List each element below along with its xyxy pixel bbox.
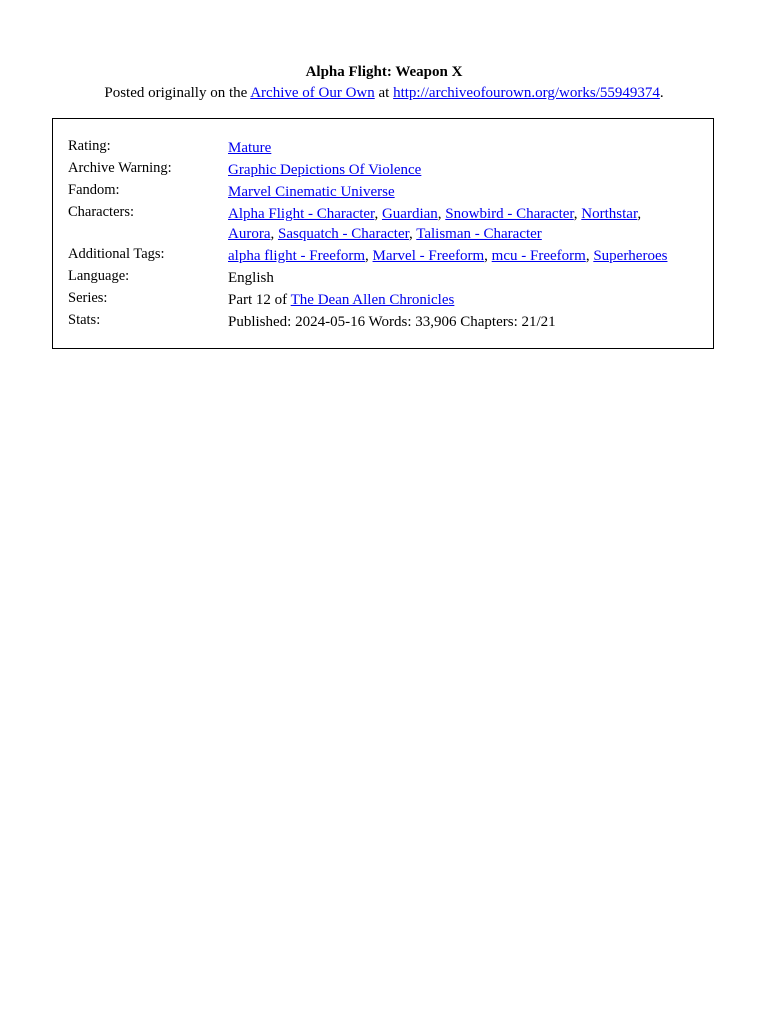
tag-link[interactable]: Superheroes: [593, 248, 668, 264]
work-header: [0, 62, 768, 103]
meta-row-stats: [68, 310, 708, 332]
warning-label: Archive Warning:: [68, 160, 172, 176]
warning-value: [228, 158, 708, 180]
tag-link[interactable]: mcu - Freeform: [491, 248, 586, 264]
tags-value: alpha flight - Freeform, Marvel - Freeform, mcu - Freeform, Superheroes: [228, 248, 668, 264]
tag-link[interactable]: alpha flight - Freeform: [228, 248, 366, 264]
rating-label: Rating:: [68, 138, 111, 154]
stats-label: Stats:: [68, 312, 101, 328]
meta-row-language: [68, 266, 708, 288]
series-label: Series:: [68, 290, 108, 306]
work-title: Alpha Flight: Weapon X: [305, 64, 463, 80]
rating-link[interactable]: Mature: [228, 140, 272, 156]
character-link[interactable]: Sasquatch - Character: [277, 226, 409, 242]
posted-line: [0, 83, 768, 103]
fandom-link[interactable]: Marvel Cinematic Universe: [228, 184, 395, 200]
posted-suffix: .: [659, 85, 664, 101]
character-link[interactable]: Guardian: [381, 206, 438, 222]
metadata-table: [68, 136, 708, 332]
work-metadata-box: [52, 118, 714, 349]
language-label: Language:: [68, 268, 130, 284]
posted-prefix: Posted originally on the: [104, 85, 251, 101]
tags-label: Additional Tags:: [68, 246, 165, 262]
meta-row-characters: [68, 202, 708, 244]
warning-link[interactable]: Graphic Depictions Of Violence: [228, 162, 422, 178]
stats-value: Published: 2024-05-16 Words: 33,906 Chapters: 21/21: [228, 314, 556, 330]
meta-row-warning: [68, 158, 708, 180]
series-link[interactable]: The Dean Allen Chronicles: [290, 292, 455, 308]
language-value: English: [228, 270, 274, 286]
work-url-link[interactable]: http://archiveofourown.org/works/55949374: [393, 85, 660, 101]
fandom-label: Fandom:: [68, 182, 120, 198]
rating-value: [228, 136, 708, 158]
meta-row-fandom: [68, 180, 708, 202]
characters-value: Alpha Flight - Character, Guardian, Snowbird - Character, Northstar, Aurora, Sasquatch - Character, Talisman - Character: [228, 206, 642, 242]
meta-row-tags: [68, 244, 708, 266]
fandom-value: [228, 180, 708, 202]
character-link[interactable]: Alpha Flight - Character: [228, 206, 375, 222]
meta-row-rating: [68, 136, 708, 158]
character-link[interactable]: Talisman - Character: [416, 226, 542, 242]
series-prefix: Part 12 of: [228, 292, 291, 308]
meta-row-series: [68, 288, 708, 310]
archive-link[interactable]: Archive of Our Own: [250, 85, 375, 101]
character-link[interactable]: Snowbird - Character: [445, 206, 574, 222]
series-value: [228, 288, 708, 310]
tag-link[interactable]: Marvel - Freeform: [372, 248, 485, 264]
character-link[interactable]: Northstar: [581, 206, 638, 222]
characters-label: Characters:: [68, 204, 135, 220]
posted-middle: at: [374, 85, 394, 101]
character-link[interactable]: Aurora: [228, 226, 271, 242]
